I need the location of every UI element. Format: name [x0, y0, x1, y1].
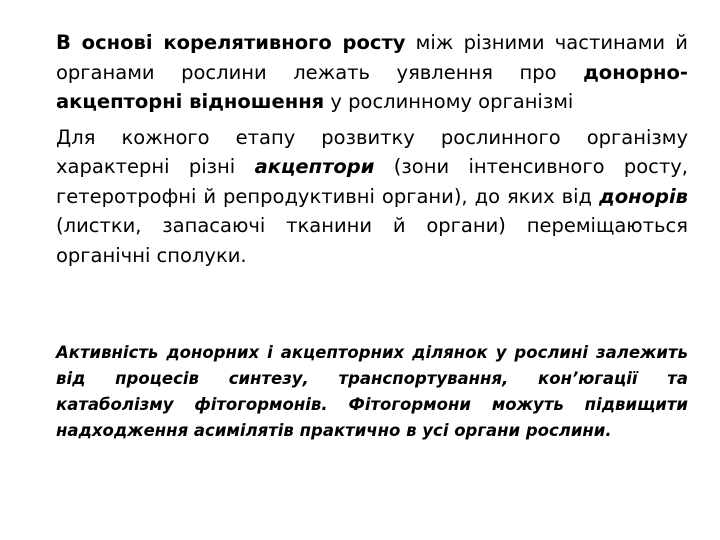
term-donors: донорів: [599, 184, 688, 208]
paragraph2-text-b: (зони інтенсивного росту, гетеротрофні й репродуктивні органи), до яких від: [56, 155, 688, 208]
paragraph2-text-c: (листки, запасаючі тканини й органи) переміщаються органічні сполуки.: [56, 214, 688, 267]
term-acceptors: акцептори: [254, 155, 375, 178]
paragraph2-text-a: Для кожного етапу розвитку рослинного організму характерні різні: [56, 125, 688, 178]
paragraph1-text-b: у рослинному організмі: [324, 90, 574, 113]
paragraph1-text-a: між різними частинами й органами рослини лежать уявлення про: [56, 31, 688, 84]
term-donor-acceptor: донорно-акцепторні відношення: [56, 60, 688, 113]
lead-phrase: В основі корелятивного росту: [56, 31, 406, 54]
phytohormone-note: Активність донорних і акцепторних ділянок у рослині залежить від процесів синтезу, транспортування, кон’югації та катаболізму фітогормонів. Фітогормони можуть підвищити надходження асимілятів практично в усі органи рослини.: [56, 343, 688, 440]
paragraph-development-stages: [56, 123, 688, 271]
paragraph-correlative-growth: [56, 28, 688, 117]
slide-body: [56, 28, 688, 270]
